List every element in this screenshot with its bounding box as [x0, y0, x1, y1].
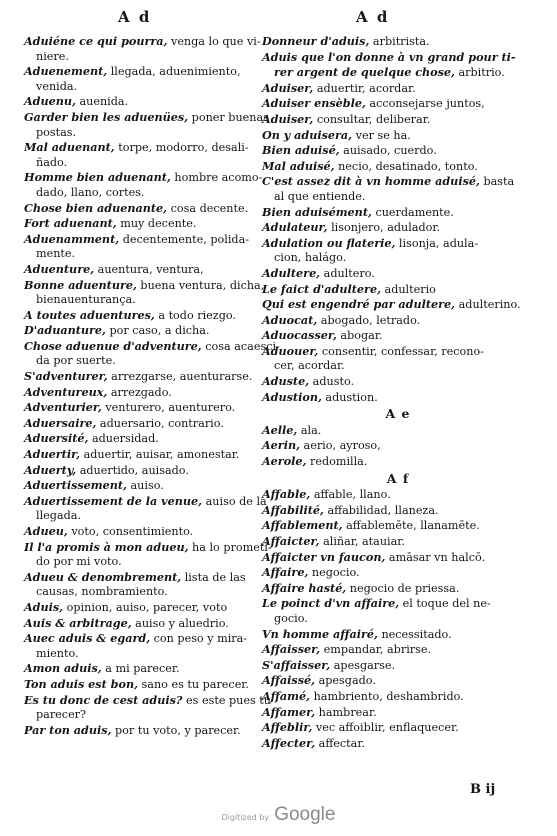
entry-continuation: [24, 80, 252, 95]
entry-translation: cuerdamente.: [371, 205, 454, 219]
entry-headword: Affaisser,: [262, 642, 321, 657]
entry-translation: hambriento, deshambrido.: [310, 689, 464, 703]
entry-translation: auiso de la: [202, 494, 267, 508]
dictionary-entry: [262, 236, 534, 252]
entry-headword: A toutes aduentures,: [24, 307, 155, 322]
entry-translation: arrezgarse, auenturarse.: [107, 370, 253, 384]
entry-headword: Aduiser,: [262, 111, 314, 126]
entry-translation: ñado.: [36, 155, 68, 169]
entry-headword: Garder bien les aduenües,: [24, 109, 189, 124]
dictionary-entry: [262, 128, 534, 144]
entry-headword: Vn homme affairé,: [262, 626, 378, 641]
entry-continuation: [262, 251, 534, 266]
entry-continuation: [24, 186, 252, 201]
entry-translation: bienauenturança.: [36, 293, 136, 307]
entry-headword: Affaissé,: [262, 673, 316, 688]
entry-translation: el toque del ne-: [399, 597, 491, 611]
dictionary-entry: [262, 720, 534, 736]
entry-translation: voto, consentimiento.: [67, 525, 194, 538]
dictionary-entry: [262, 705, 534, 721]
entry-translation: mente.: [36, 247, 76, 261]
entry-headword: Par ton aduis,: [24, 722, 112, 737]
dictionary-entry: [24, 262, 252, 278]
entry-headword: On y aduisera,: [262, 127, 353, 142]
entry-translation: acconsejarse juntos,: [365, 97, 485, 111]
entry-translation: basta: [479, 175, 515, 189]
entry-continuation: [262, 65, 534, 81]
entry-headword: Aduersaire,: [24, 415, 97, 430]
dictionary-entry: [24, 216, 252, 232]
entry-headword: Affamé,: [262, 688, 311, 703]
entry-headword: S'adventurer,: [24, 369, 108, 384]
entry-translation: adusto.: [309, 375, 355, 389]
entry-translation: ha lo prometi-: [188, 540, 272, 554]
entry-translation: consultar, deliberar.: [313, 112, 431, 126]
dictionary-entry: [24, 677, 252, 693]
entry-translation: aliñar, atauiar.: [319, 535, 405, 548]
entry-headword: Le faict d'adultere,: [262, 281, 381, 296]
dictionary-entry: [262, 159, 534, 175]
dictionary-entry: [262, 438, 534, 454]
entry-headword: Aduis que l'on donne à vn grand pour ti-: [262, 49, 516, 64]
section-heading: A e: [385, 406, 411, 422]
dictionary-entry: [262, 34, 534, 50]
entry-translation: a todo riezgo.: [154, 308, 236, 322]
entry-translation: aduertir, acordar.: [313, 81, 416, 95]
entry-translation: auentura, ventura,: [94, 262, 204, 276]
entry-headword: Homme bien aduenant,: [24, 170, 171, 185]
dictionary-entry: [262, 673, 534, 689]
dictionary-entry: [24, 723, 252, 739]
catchword: B ij: [470, 782, 496, 797]
dictionary-entry: [262, 642, 534, 658]
google-logo: Google: [274, 804, 336, 825]
entry-translation: por tu voto, y parecer.: [111, 723, 241, 737]
entry-translation: ver se ha.: [352, 128, 411, 142]
dictionary-entry: [262, 550, 534, 566]
entry-headword: Aduis,: [24, 599, 64, 614]
entry-translation: consentir, confessar, recono-: [318, 344, 485, 358]
entry-translation: cer, acordar.: [274, 359, 345, 373]
entry-translation: poner buenas: [188, 110, 269, 124]
entry-translation: affablemēte, llanamēte.: [342, 519, 480, 533]
dictionary-entry: [262, 596, 534, 612]
dictionary-entry: [262, 112, 534, 128]
dictionary-entry: [262, 328, 534, 344]
entry-translation: adulterino.: [455, 298, 521, 312]
entry-headword: Aduocasser,: [262, 328, 337, 343]
entry-continuation: [24, 708, 252, 723]
entry-headword: Amon aduis,: [24, 661, 102, 676]
entry-continuation: [24, 354, 252, 369]
entry-headword: Aduenamment,: [24, 231, 120, 246]
digitized-label: Digitized by: [221, 813, 270, 822]
entry-translation: aduersidad.: [88, 432, 159, 446]
entry-headword: Mal aduenant,: [24, 140, 115, 155]
entry-headword: Adueu,: [24, 524, 68, 538]
entry-headword: Affecter,: [262, 735, 316, 750]
entry-continuation: [24, 50, 252, 65]
dictionary-entry: [24, 661, 252, 677]
entry-headword: Affaicter vn faucon,: [262, 549, 386, 564]
dictionary-entry: [24, 447, 252, 463]
entry-continuation: [24, 293, 252, 308]
dictionary-entry: [262, 454, 534, 470]
dictionary-entry: [262, 50, 534, 66]
entry-headword: Adulateur,: [262, 220, 328, 235]
entry-headword: Auis & arbitrage,: [24, 615, 132, 630]
entry-translation: necio, desatinado, tonto.: [334, 159, 478, 173]
right-running-head: A d: [356, 8, 390, 26]
entry-headword: Affeblir,: [262, 720, 313, 735]
dictionary-entry: [24, 277, 265, 294]
entry-translation: ala.: [297, 423, 322, 437]
entry-translation: buena ventura, dicha,: [136, 278, 265, 292]
dictionary-entry: [24, 94, 252, 110]
dictionary-entry: [24, 400, 252, 416]
entry-translation: abogar.: [336, 329, 383, 343]
entry-translation: aduersario, contrario.: [96, 416, 224, 430]
dictionary-entry: [24, 140, 252, 156]
dictionary-entry: [24, 369, 252, 385]
dictionary-entry: [24, 692, 271, 709]
entry-headword: Qui est engendré par adultere,: [262, 297, 456, 312]
entry-translation: aduertir, auisar, amonestar.: [80, 448, 240, 462]
entry-translation: a mi parecer.: [101, 662, 180, 676]
entry-headword: Affaire,: [262, 565, 309, 580]
entry-headword: Adultere,: [262, 265, 321, 280]
entry-headword: Aelle,: [262, 422, 298, 437]
dictionary-entry: [262, 297, 534, 313]
entry-continuation: [262, 612, 534, 627]
entry-headword: Aduocat,: [262, 312, 318, 327]
entry-headword: Affable,: [262, 487, 311, 502]
entry-translation: venturero, auenturero.: [101, 401, 236, 415]
entry-translation: apesgarse.: [330, 658, 396, 672]
entry-continuation: [262, 190, 534, 205]
dictionary-entry: [262, 534, 534, 550]
dictionary-entry: [262, 220, 534, 236]
entry-continuation: [24, 585, 252, 600]
entry-headword: Aduiser,: [262, 80, 314, 95]
entry-translation: vec affoiblir, enflaquecer.: [312, 721, 459, 735]
entry-translation: amāsar vn halcō.: [385, 550, 486, 564]
section-heading: A f: [386, 470, 410, 486]
dictionary-entry: [262, 374, 534, 390]
entry-continuation: [24, 509, 252, 524]
entry-translation: affabilidad, llaneza.: [323, 503, 439, 517]
entry-headword: Aduertissement,: [24, 478, 127, 493]
digitized-watermark: [0, 804, 557, 826]
entry-translation: gocio.: [274, 611, 308, 625]
entry-translation: auenida.: [75, 95, 129, 109]
dictionary-entry: [262, 143, 534, 159]
entry-translation: torpe, modorro, desali-: [114, 141, 249, 155]
entry-headword: Il l'a promis à mon adueu,: [24, 539, 189, 554]
dictionary-entry: [262, 423, 534, 439]
entry-headword: Aerole,: [262, 454, 307, 469]
entry-headword: Ton aduis est bon,: [24, 676, 138, 691]
entry-headword: Affaicter,: [262, 534, 320, 548]
entry-translation: causas, nombramiento.: [36, 585, 168, 599]
dictionary-entry: [24, 323, 252, 339]
entry-headword: Adventureux,: [24, 384, 108, 399]
dictionary-entry: [24, 570, 252, 586]
entry-headword: Affabilité,: [262, 502, 324, 517]
dictionary-entry: [24, 431, 252, 447]
entry-translation: lista de las: [181, 570, 246, 584]
entry-headword: Adueu & denombrement,: [24, 569, 182, 584]
entry-headword: Aduiéne ce qui pourra,: [24, 34, 168, 48]
entry-translation: muy decente.: [116, 217, 197, 231]
entry-headword: Aduertir,: [24, 447, 81, 462]
entry-translation: lisonjero, adulador.: [327, 221, 441, 235]
dictionary-entry: [262, 81, 534, 97]
entry-headword: Bien aduisé,: [262, 143, 340, 158]
dictionary-entry: [24, 478, 252, 494]
dictionary-entry: [24, 170, 263, 186]
entry-translation: parecer?: [36, 708, 87, 722]
entry-continuation: [24, 247, 252, 262]
dictionary-entry: [262, 205, 534, 221]
entry-translation: dado, llano, cortes.: [36, 185, 145, 199]
dictionary-entry: [24, 34, 261, 50]
dictionary-entry: [24, 232, 252, 248]
entry-translation: aerio, ayroso,: [299, 439, 381, 453]
dictionary-entry: [262, 581, 534, 597]
entry-translation: cion, halágo.: [274, 251, 347, 265]
entry-translation: cosa decente.: [167, 201, 249, 215]
entry-translation: negocio de priessa.: [346, 581, 460, 595]
entry-translation: postas.: [36, 125, 77, 139]
dictionary-entry: [262, 390, 534, 406]
entry-translation: redomilla.: [306, 455, 368, 469]
entry-translation: cosa acaesci-: [201, 339, 280, 353]
entry-headword: Chose aduenue d'adventure,: [24, 338, 202, 353]
entry-translation: auisado, cuerdo.: [339, 144, 437, 158]
entry-translation: negocio.: [308, 566, 360, 580]
entry-translation: apesgado.: [315, 674, 376, 688]
dictionary-entry: [24, 616, 252, 632]
entry-translation: auiso.: [126, 479, 164, 493]
dictionary-entry: [24, 201, 252, 217]
dictionary-entry: [262, 658, 534, 674]
entry-continuation: [24, 126, 252, 141]
entry-headword: Affablement,: [262, 518, 343, 533]
dictionary-entry: [24, 109, 269, 126]
entry-headword: Affaire hasté,: [262, 580, 347, 595]
entry-headword: Aduouer,: [262, 343, 319, 358]
dictionary-entry: [262, 96, 534, 112]
entry-headword: Fort aduenant,: [24, 216, 117, 231]
entry-translation: necessitado.: [377, 627, 452, 641]
entry-translation: decentemente, polida-: [119, 232, 250, 246]
entry-headword: Donneur d'aduis,: [262, 34, 370, 48]
entry-headword: Chose bien aduenante,: [24, 200, 168, 215]
dictionary-entry: [262, 565, 534, 581]
entry-translation: con peso y mira-: [150, 632, 248, 646]
entry-headword: Aduenement,: [24, 64, 108, 79]
entry-headword: Le poinct d'vn affaire,: [262, 596, 400, 611]
entry-translation: affable, llano.: [310, 488, 391, 502]
dictionary-entry: [24, 463, 252, 479]
entry-headword: Mal aduisé,: [262, 158, 335, 173]
entry-translation: niere.: [36, 49, 69, 63]
entry-headword: C'est assez dit à vn homme aduisé,: [262, 174, 480, 189]
entry-headword: Bien aduisément,: [262, 204, 372, 219]
dictionary-entry: [24, 631, 252, 647]
dictionary-entry: [24, 385, 252, 401]
entry-translation: adulterio: [380, 282, 436, 296]
entry-headword: Aduenu,: [24, 94, 76, 109]
dictionary-entry: [262, 487, 534, 503]
entry-translation: da por suerte.: [36, 354, 116, 368]
entry-headword: D'aduanture,: [24, 323, 106, 338]
entry-translation: es este pues tu: [182, 693, 271, 707]
dictionary-entry: [24, 64, 252, 80]
dictionary-entry: [262, 313, 534, 329]
dictionary-entry: [262, 518, 534, 534]
entry-translation: sano es tu parecer.: [137, 677, 249, 691]
entry-translation: hambrear.: [315, 705, 377, 719]
entry-translation: llegada, aduenimiento,: [107, 65, 241, 79]
entry-headword: Affamer,: [262, 704, 316, 719]
entry-headword: Adustion,: [262, 389, 322, 404]
entry-translation: aduertido, auisado.: [76, 463, 189, 477]
entry-translation: empandar, abrirse.: [320, 643, 432, 657]
entry-translation: affectar.: [315, 736, 366, 750]
entry-continuation: [262, 359, 534, 374]
entry-translation: venga lo que vi-: [167, 35, 261, 48]
entry-headword: Aduiser ensèble,: [262, 96, 366, 111]
dictionary-entry: [262, 736, 534, 752]
entry-continuation: [24, 647, 252, 662]
dictionary-entry: [24, 539, 272, 556]
dictionary-entry: [262, 503, 534, 519]
entry-continuation: [24, 156, 252, 171]
entry-headword: Auec aduis & egard,: [24, 631, 151, 646]
entry-translation: miento.: [36, 646, 79, 660]
entry-translation: arbitrio.: [454, 66, 505, 80]
dictionary-entry: [262, 174, 534, 190]
entry-translation: adustion.: [321, 390, 378, 404]
entry-headword: Adventurier,: [24, 400, 102, 415]
entry-translation: al que entiende.: [274, 189, 366, 203]
entry-translation: arbitrista.: [369, 35, 430, 48]
entry-translation: arrezgado.: [107, 385, 172, 399]
entry-headword: S'affaisser,: [262, 657, 331, 672]
entry-headword: Aduenture,: [24, 261, 95, 276]
entry-translation: por caso, a dicha.: [105, 324, 210, 338]
entry-headword: rer argent de quelque chose,: [274, 65, 455, 80]
dictionary-entry: [24, 493, 267, 510]
entry-translation: auiso y aluedrio.: [131, 616, 229, 630]
dictionary-entry: [262, 266, 534, 282]
entry-headword: Aduersité,: [24, 431, 89, 446]
dictionary-entry: [24, 600, 252, 616]
dictionary-entry: [24, 524, 252, 540]
entry-translation: do por mi voto.: [36, 555, 122, 569]
dictionary-entry: [24, 308, 252, 324]
dictionary-entry: [262, 282, 534, 298]
entry-headword: Aduertissement de la venue,: [24, 493, 203, 508]
left-running-head: A d: [118, 8, 152, 26]
dictionary-entry: [24, 416, 252, 432]
entry-headword: Adulation ou flaterie,: [262, 235, 396, 250]
entry-continuation: [24, 555, 252, 570]
dictionary-entry: [262, 344, 534, 360]
dictionary-entry: [262, 689, 534, 705]
entry-translation: adultero.: [320, 266, 375, 280]
entry-translation: opinion, auiso, parecer, voto: [63, 600, 228, 614]
entry-headword: Es tu donc de cest aduis?: [24, 692, 183, 707]
entry-translation: hombre acomo-: [170, 171, 263, 185]
entry-headword: Bonne aduenture,: [24, 277, 137, 292]
dictionary-entry: [262, 627, 534, 643]
entry-headword: Aduerty,: [24, 462, 77, 477]
entry-headword: Aerin,: [262, 438, 300, 453]
entry-translation: lisonja, adula-: [395, 236, 479, 250]
entry-translation: llegada.: [36, 509, 81, 523]
entry-translation: abogado, letrado.: [317, 313, 421, 327]
dictionary-entry: [24, 338, 280, 355]
entry-translation: venida.: [36, 79, 78, 93]
entry-headword: Aduste,: [262, 374, 310, 389]
right-column: [262, 34, 534, 751]
